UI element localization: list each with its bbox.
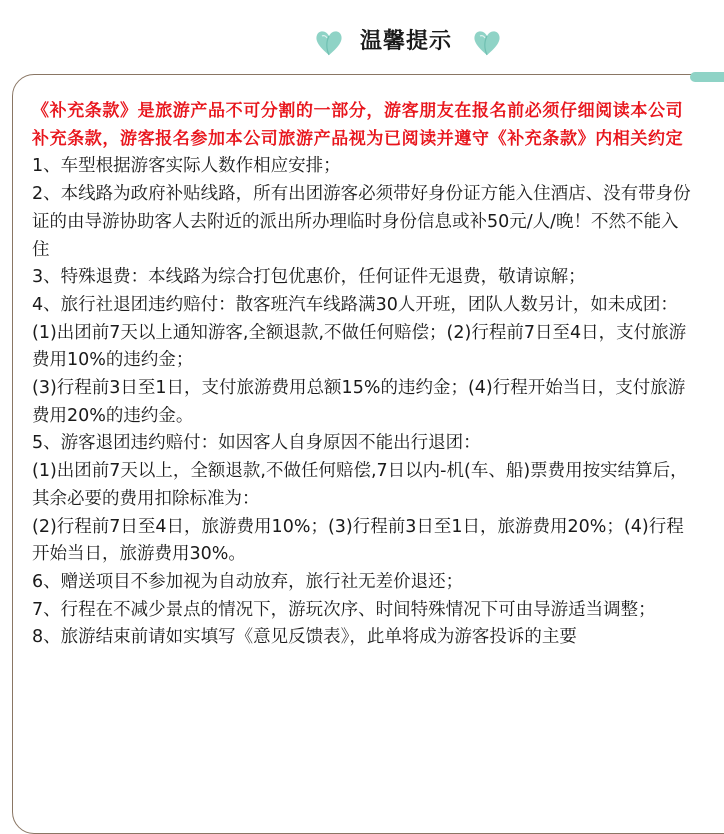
header xyxy=(0,0,724,80)
heart-icon xyxy=(314,28,344,58)
frame-tab-decoration xyxy=(690,72,724,82)
term-item: (1)出团前7天以上，全额退款,不做任何赔偿,7日以内-机(车、船)票费用按实结算后，其余必要的费用扣除标准为： xyxy=(32,461,688,509)
term-item: (3)行程前3日至1日，支付旅游费用总额15%的违约金；(4)行程开始当日，支付旅游费用20%的违约金。 xyxy=(32,378,686,426)
intro-notice: 《补充条款》是旅游产品不可分割的一部分，游客朋友在报名前必须仔细阅读本公司补充条款，游客报名参加本公司旅游产品视为已阅读并遵守《补充条款》内相关约定 xyxy=(32,101,684,149)
term-item: 1、车型根据游客实际人数作相应安排； xyxy=(32,156,341,177)
term-item: 2、本线路为政府补贴线路，所有出团游客必须带好身份证方能入住酒店、没有带身份证的由导游协助客人去附近的派出所办理临时身份信息或补50元/人/晚！不然不能入住 xyxy=(32,184,691,260)
page-title: 温馨提示 xyxy=(359,29,452,54)
term-item: (1)出团前7天以上通知游客,全额退款,不做任何赔偿；(2)行程前7日至4日，支付旅游费用10%的违约金； xyxy=(32,322,687,371)
term-item: 6、赠送项目不参加视为自动放弃，旅行社无差价退还； xyxy=(32,571,464,592)
term-item: 5、游客退团违约赔付：如因客人自身原因不能出行退团： xyxy=(32,433,481,454)
term-item: 3、特殊退费：本线路为综合打包优惠价，任何证件无退费，敬请谅解； xyxy=(32,267,586,288)
term-item: 8、旅游结束前请如实填写《意见反馈表》，此单将成为游客投诉的主要 xyxy=(32,627,577,648)
term-item: (2)行程前7日至4日，旅游费用10%；(3)行程前3日至1日，旅游费用20%；(4)行程开始当日，旅游费用30%。 xyxy=(32,516,684,565)
heart-icon xyxy=(472,28,502,58)
term-item: 4、旅行社退团违约赔付：散客班汽车线路满30人开班，团队人数另计，如未成团： xyxy=(32,294,678,315)
term-item: 7、行程在不减少景点的情况下，游玩次序、时间特殊情况下可由导游适当调整； xyxy=(32,599,656,620)
terms-content xyxy=(32,98,692,652)
